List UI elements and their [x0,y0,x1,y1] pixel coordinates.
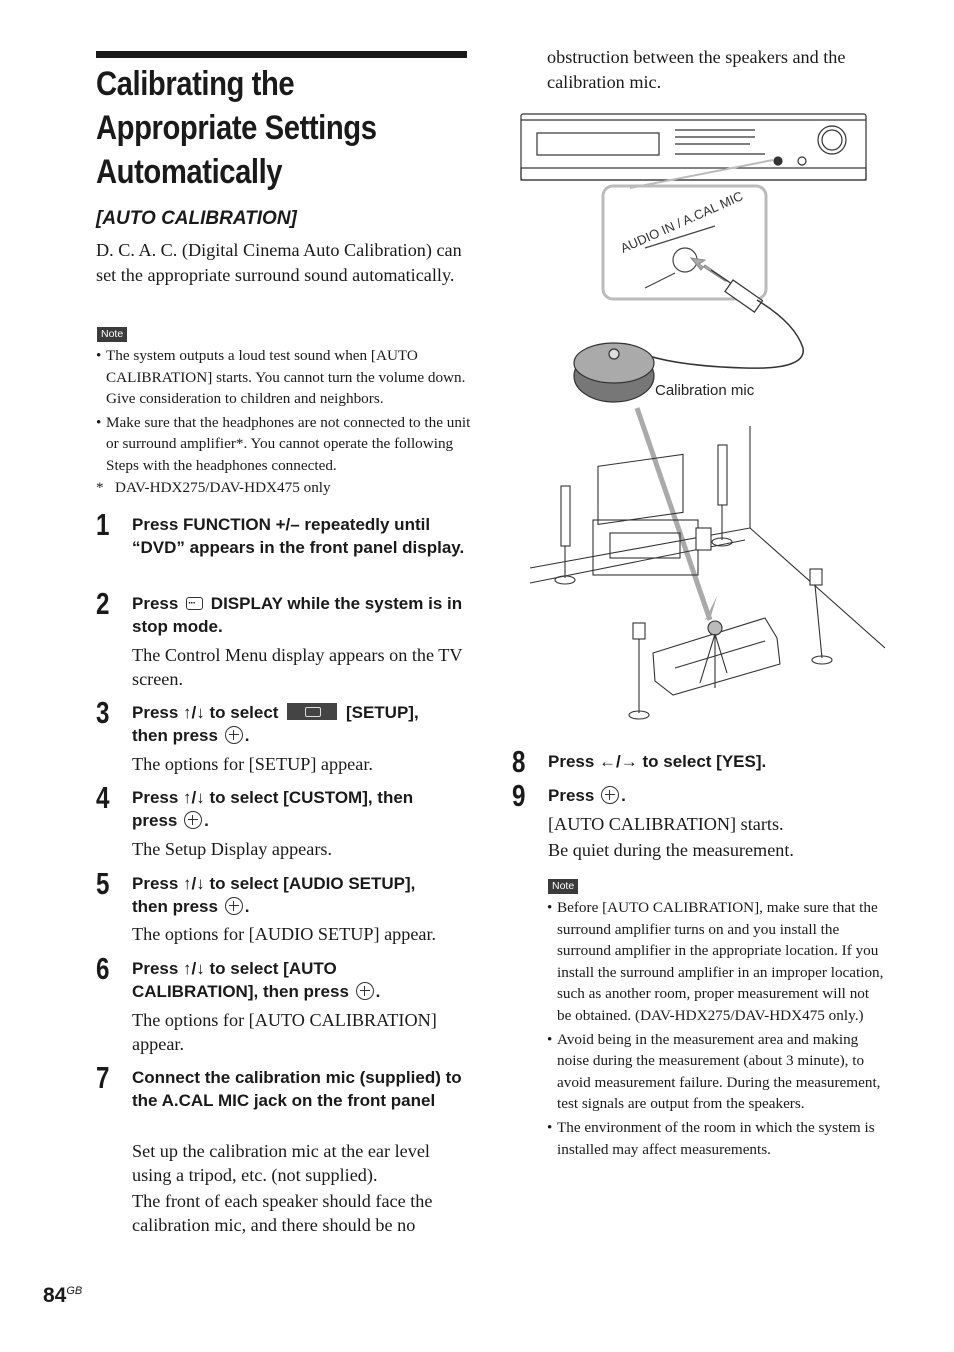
intro-paragraph: D. C. A. C. (Digital Cinema Auto Calibration) can set the appropriate surround sound automatically. [96,240,462,285]
enter-icon [225,726,243,744]
setup-toolbox-icon [287,703,337,720]
calibration-mic-illustration [574,343,654,402]
step-heading-text: Press [132,594,179,613]
step-heading-text: Press [548,786,595,805]
receiver-unit-illustration [521,114,866,180]
step-heading: Press FUNCTION +/– repeatedly until “DVD” appears in the front panel display. [132,515,465,557]
step-number: 6 [96,951,110,986]
jack-callout [603,160,773,299]
step-heading-text: Press ↑/↓ to select [AUDIO SETUP], [132,874,416,893]
step-heading: Press ↑/↓ to select [SETUP], then press . [132,703,419,745]
title-line: Calibrating the [96,65,295,103]
mic-label: Calibration mic [655,382,755,399]
note-item: • Avoid being in the measurement area and making noise during the measurement (about 3 minute), to avoid measurement failure. During the measurement, test signals are output from the speakers. [547,1029,887,1115]
step-heading-text: then press [132,726,218,745]
footnote [96,479,331,497]
note-badge: Note [548,879,578,894]
calibration-setup-figure [515,108,885,740]
step-number: 5 [96,866,110,901]
step-number: 2 [96,586,110,621]
step-body: The Control Menu display appears on the TV screen. [132,645,463,689]
step-number: 4 [96,780,110,815]
jack-label: AUDIO IN / A.CAL MIC [618,188,746,256]
note-badge: Note [97,327,127,342]
step-heading-text: Press ↑/↓ to select [132,703,279,722]
step-heading [132,592,472,638]
note-item: • Before [AUTO CALIBRATION], make sure that the surround amplifier turns on and you install the surround amplifier in the appropriate location. If you install the surround amplifier in an improper location, such as another room, proper measurement will not be obtained. (DAV-HDX275/DAV-HDX475 only.) [547,897,887,1027]
step-body: The front of each speaker should face the calibration mic, and there should be no [132,1191,433,1235]
step-heading: Connect the calibration mic (supplied) to the A.CAL MIC jack on the front panel [132,1068,462,1110]
mic-plug-illustration [640,270,803,368]
step-heading-text: then press [132,897,218,916]
title-line: Appropriate Settings [96,109,377,147]
step-heading-text: press [132,811,178,830]
page-title [96,62,423,194]
step-heading: Press ←/→ to select [YES]. [548,752,767,771]
step-heading-text: Press ↑/↓ to select [AUTO [132,959,337,978]
step-body: [AUTO CALIBRATION] starts. [548,814,784,834]
step-number: 8 [512,744,526,779]
step-heading: Press ↑/↓ to select [AUDIO SETUP], then press . [132,874,416,916]
room-illustration [530,426,885,719]
step-body: The Setup Display appears. [132,839,333,859]
step-number: 9 [512,778,526,813]
footnote-mark: * [96,479,104,496]
enter-icon [601,786,619,804]
step-heading-text: CALIBRATION], then press [132,982,349,1001]
step-heading-text: [SETUP], [345,703,419,722]
title-rule [96,51,467,58]
page-number [43,1284,82,1308]
footnote-text: DAV-HDX275/DAV-HDX475 only [115,479,331,496]
step-heading-text: DISPLAY while the system is in stop mode. [132,594,463,636]
step-heading: Press ↑/↓ to select [AUTO CALIBRATION], then press . [132,959,381,1001]
note-item: • The system outputs a loud test sound when [AUTO CALIBRATION] starts. You cannot turn the volume down. Give consideration to children and neighbors. [96,345,472,410]
page-suffix: GB [66,1285,83,1297]
step-body: The options for [AUDIO SETUP] appear. [132,924,437,944]
note-item: • The environment of the room in which the system is installed may affect measurements. [547,1117,887,1160]
note-list [547,897,887,1162]
step-heading: Press . [548,786,626,805]
step-number: 7 [96,1060,110,1095]
page-number-value: 84 [43,1284,67,1307]
enter-icon [184,811,202,829]
step-number: 3 [96,695,110,730]
step-body: Be quiet during the measurement. [548,840,794,860]
section-subtitle: [AUTO CALIBRATION] [96,208,297,229]
title-line: Automatically [96,153,283,191]
step-body: The options for [AUTO CALIBRATION] appear. [132,1010,437,1054]
step-heading: Press ↑/↓ to select [CUSTOM], then press . [132,788,414,830]
step-heading-text: Press ↑/↓ to select [CUSTOM], then [132,788,414,807]
enter-icon [225,897,243,915]
setup-illustration [515,108,885,740]
note-item: • Make sure that the headphones are not connected to the unit or surround amplifier*. You cannot operate the following Steps with the headphones connected. [96,412,472,477]
display-icon [186,597,203,610]
step-number: 1 [96,507,110,542]
note-list [96,345,472,479]
step-body: Set up the calibration mic at the ear level using a tripod, etc. (not supplied). [132,1141,430,1185]
enter-icon [356,982,374,1000]
continued-paragraph: obstruction between the speakers and the calibration mic. [547,47,846,92]
step-body: The options for [SETUP] appear. [132,754,373,774]
